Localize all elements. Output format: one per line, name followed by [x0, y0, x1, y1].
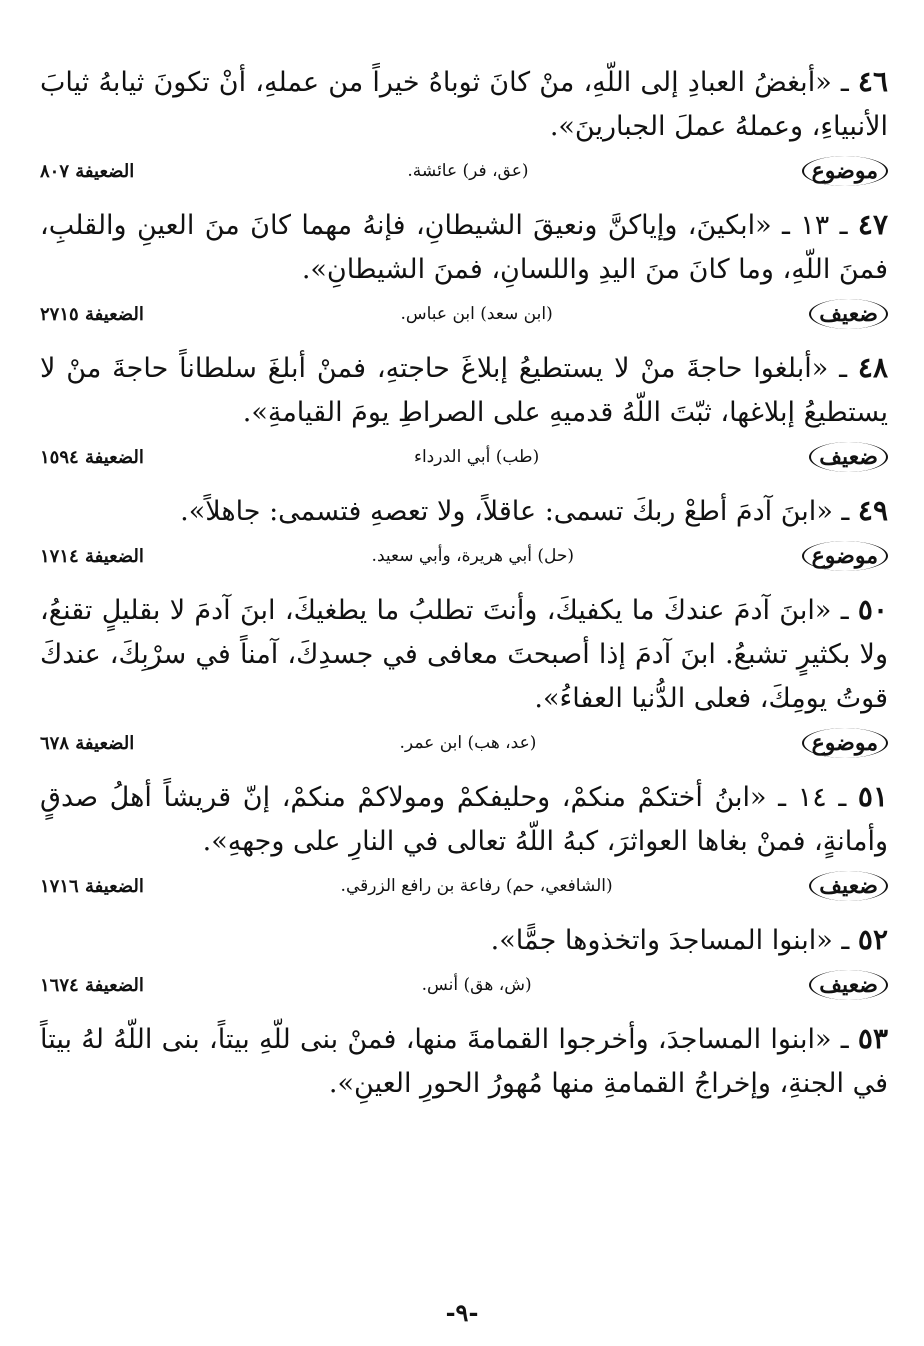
- source-line: [40, 723, 888, 763]
- hadith-entry-46: [40, 60, 888, 191]
- hadith-text: [40, 1017, 888, 1106]
- hadith-text: [40, 203, 888, 292]
- source-line: [40, 437, 888, 477]
- hadith-body: ـ «ابنوا المساجدَ واتخذوها جمًّا».: [490, 925, 850, 956]
- hadith-text: [40, 489, 888, 534]
- source-reference: (ابن سعد) ابن عباس.: [400, 304, 553, 324]
- hadith-text: [40, 918, 888, 963]
- page-number: -٩-: [445, 1298, 479, 1327]
- hadith-number: ٥١: [857, 780, 888, 813]
- hadith-body: ـ «ابنَ آدمَ عندكَ ما يكفيكَ، وأنتَ تطلبُ ما يطغيكَ، ابنَ آدمَ لا بقليلٍ تقنعُ، ولا بكثيرٍ تشبعُ. ابنَ آدمَ إذا أصبحتَ معافى في جسدِكَ، آمناً في سرْبِكَ، عندكَ قوتُ يومِكَ، فعلى الدُّنيا العفاءُ».: [40, 595, 888, 714]
- hadith-entry-51: [40, 775, 888, 906]
- source-reference: (ش، هق) أنس.: [421, 975, 532, 995]
- source-line: [40, 866, 888, 906]
- hadith-body: ـ «أبغضُ العبادِ إلى اللّهِ، منْ كانَ ثوباهُ خيراً من عملهِ، أنْ تكونَ ثيابهُ ثيابَ الأنبياءِ، وعملهُ عملَ الجبارينَ».: [40, 67, 888, 142]
- hadith-body: ـ «ابنَ آدمَ أطعْ ربكَ تسمى: عاقلاً، ولا تعصهِ فتسمى: جاهلاً».: [180, 496, 850, 527]
- book-reference: الضعيفة ١٦٧٤: [40, 974, 144, 996]
- hadith-entry-52: [40, 918, 888, 1005]
- book-reference: الضعيفة ١٥٩٤: [40, 446, 144, 468]
- book-reference: الضعيفة ٨٠٧: [40, 160, 135, 182]
- hadith-text: [40, 60, 888, 149]
- grade-label: ضعيف: [809, 871, 888, 901]
- hadith-body: ـ ١٤ ـ «ابنُ أختكمْ منكمْ، وحليفكمْ ومولاكمْ منكمْ، إنّ قريشاً أهلُ صدقٍ وأمانةٍ، فمنْ بغاها العواثرَ، كبهُ اللّهُ تعالى في النارِ على وجههِ».: [40, 782, 888, 857]
- book-reference: الضعيفة ١٧١٦: [40, 875, 144, 897]
- hadith-text: [40, 588, 888, 721]
- source-reference: (عد، هب) ابن عمر.: [399, 733, 537, 753]
- hadith-entry-47: [40, 203, 888, 334]
- source-line: [40, 151, 888, 191]
- hadith-number: ٤٩: [857, 494, 888, 527]
- hadith-body: ـ «أبلغوا حاجةَ منْ لا يستطيعُ إبلاغَ حاجتهِ، فمنْ أبلغَ سلطاناً حاجةَ منْ لا يستطيعُ إبلاغها، ثبّتَ اللّهُ قدميهِ على الصراطِ يومَ القيامةِ».: [40, 353, 888, 428]
- hadith-entry-50: [40, 588, 888, 763]
- grade-label: ضعيف: [809, 442, 888, 472]
- hadith-number: ٥٠: [857, 593, 888, 626]
- hadith-body: ـ ١٣ ـ «ابكينَ، وإياكنَّ ونعيقَ الشيطانِ، فإنهُ مهما كانَ منَ العينِ والقلبِ، فمنَ اللّهِ، وما كانَ منَ اليدِ واللسانِ، فمنَ الشيطانِ».: [40, 210, 888, 285]
- hadith-text: [40, 775, 888, 864]
- source-reference: (طب) أبي الدرداء: [413, 447, 540, 467]
- hadith-text: [40, 346, 888, 435]
- hadith-number: ٥٢: [857, 923, 888, 956]
- hadith-entry-53: [40, 1017, 888, 1106]
- source-reference: (حل) أبي هريرة، وأبي سعيد.: [371, 546, 575, 566]
- hadith-number: ٥٣: [857, 1022, 888, 1055]
- hadith-number: ٤٧: [857, 208, 888, 241]
- grade-label: ضعيف: [809, 970, 888, 1000]
- hadith-number: ٤٦: [857, 65, 888, 98]
- hadith-number: ٤٨: [857, 351, 888, 384]
- source-line: [40, 294, 888, 334]
- source-reference: (عق، فر) عائشة.: [407, 161, 529, 181]
- source-line: [40, 536, 888, 576]
- source-line: [40, 965, 888, 1005]
- hadith-body: ـ «ابنوا المساجدَ، وأخرجوا القمامةَ منها، فمنْ بنى للّهِ بيتاً، بنى اللّهُ لهُ بيتاً في الجنةِ، وإخراجُ القمامةِ منها مُهورُ الحورِ العينِ».: [40, 1024, 888, 1099]
- source-reference: (الشافعي، حم) رفاعة بن رافع الزرقي.: [340, 876, 613, 896]
- grade-label: موضوع: [802, 156, 888, 186]
- grade-label: موضوع: [802, 728, 888, 758]
- grade-label: موضوع: [802, 541, 888, 571]
- hadith-entry-49: [40, 489, 888, 576]
- document-page: [40, 60, 888, 1330]
- book-reference: الضعيفة ١٧١٤: [40, 545, 144, 567]
- grade-label: ضعيف: [809, 299, 888, 329]
- book-reference: الضعيفة ٦٧٨: [40, 732, 135, 754]
- hadith-entry-48: [40, 346, 888, 477]
- book-reference: الضعيفة ٢٧١٥: [40, 303, 144, 325]
